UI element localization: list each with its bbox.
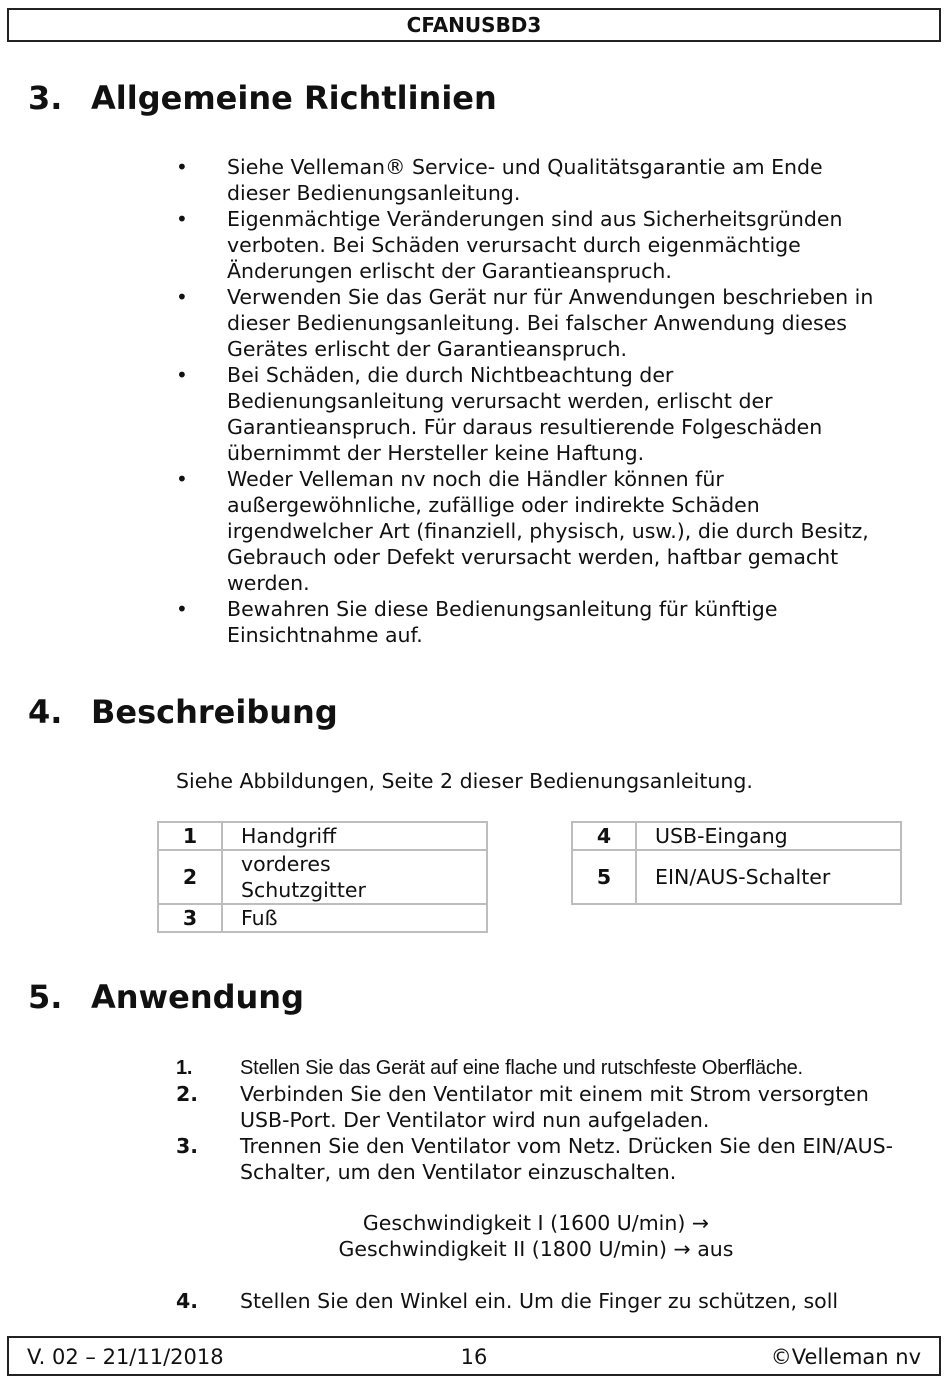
step-text: Stellen Sie das Gerät auf eine flache und rutschfeste Oberfläche.	[240, 1057, 803, 1079]
footer-version: V. 02 – 21/11/2018	[27, 1345, 224, 1369]
part-number: 5	[572, 850, 636, 904]
usage-steps-continued	[176, 1288, 936, 1314]
speed-sequence	[176, 1210, 896, 1262]
step-text: Trennen Sie den Ventilator vom Netz. Drücken Sie den EIN/AUS-Schalter, um den Ventilator einzuschalten.	[240, 1134, 894, 1184]
step-text: Stellen Sie den Winkel ein. Um die Finger zu schützen, soll	[240, 1289, 839, 1313]
speed-line-1: Geschwindigkeit I (1600 U/min) →	[362, 1211, 710, 1235]
table-row	[572, 822, 901, 850]
section-3-heading	[28, 78, 497, 118]
part-number: 3	[158, 904, 222, 932]
usage-step	[176, 1081, 896, 1133]
usage-step	[176, 1133, 896, 1185]
header-title: CFANUSBD3	[406, 13, 542, 37]
table-row	[572, 850, 901, 904]
part-number: 2	[158, 850, 222, 904]
table-row	[158, 904, 487, 932]
step-number: 3.	[176, 1134, 199, 1158]
part-label: Fuß	[222, 904, 487, 932]
step-number: 1.	[176, 1057, 193, 1079]
part-number: 4	[572, 822, 636, 850]
step-number: 4.	[176, 1289, 199, 1313]
section-3-number: 3.	[28, 79, 63, 117]
step-number: 2.	[176, 1082, 199, 1106]
description-intro: Siehe Abbildungen, Seite 2 dieser Bedienungsanleitung.	[176, 769, 753, 793]
page-footer	[7, 1336, 941, 1376]
guidelines-list	[170, 154, 890, 648]
section-4-title: Beschreibung	[91, 693, 338, 731]
usage-step	[176, 1055, 896, 1081]
section-5-number: 5.	[28, 978, 63, 1016]
parts-table-left	[157, 821, 488, 933]
table-row	[158, 850, 487, 904]
speed-line-2: Geschwindigkeit II (1800 U/min) → aus	[338, 1237, 734, 1261]
parts-table-right	[571, 821, 902, 905]
section-4-number: 4.	[28, 693, 63, 731]
guideline-item: • Eigenmächtige Veränderungen sind aus Sicherheitsgründen verboten. Bei Schäden verursacht durch eigenmächtige Änderungen erlischt der Garantieanspruch.	[170, 206, 890, 284]
part-label: Handgriff	[222, 822, 487, 850]
step-text: Verbinden Sie den Ventilator mit einem mit Strom versorgten USB-Port. Der Ventilator wird nun aufgeladen.	[240, 1082, 869, 1132]
section-3-title: Allgemeine Richtlinien	[91, 79, 497, 117]
guideline-item: • Siehe Velleman® Service- und Qualitätsgarantie am Ende dieser Bedienungsanleitung.	[170, 154, 890, 206]
section-4-heading	[28, 692, 338, 732]
section-5-heading	[28, 977, 304, 1017]
part-label: USB-Eingang	[636, 822, 901, 850]
page-header	[7, 8, 941, 42]
guideline-item: • Weder Velleman nv noch die Händler können für außergewöhnliche, zufällige oder indirekte Schäden irgendwelcher Art (finanziell, physisch, usw.), die durch Besitz, Gebrauch oder Defekt verursacht werden, haftbar gemacht werden.	[170, 466, 890, 596]
part-label: EIN/AUS-Schalter	[636, 850, 901, 904]
footer-page-number: 16	[460, 1345, 488, 1369]
section-5-title: Anwendung	[91, 978, 304, 1016]
usage-step	[176, 1288, 936, 1314]
footer-copyright: ©Velleman nv	[770, 1345, 921, 1369]
part-number: 1	[158, 822, 222, 850]
guideline-item: • Bei Schäden, die durch Nichtbeachtung der Bedienungsanleitung verursacht werden, erlischt der Garantieanspruch. Für daraus resultierende Folgeschäden übernimmt der Hersteller keine Haftung.	[170, 362, 890, 466]
guideline-item: • Bewahren Sie diese Bedienungsanleitung für künftige Einsichtnahme auf.	[170, 596, 890, 648]
table-row	[158, 822, 487, 850]
guideline-item: • Verwenden Sie das Gerät nur für Anwendungen beschrieben in dieser Bedienungsanleitung. Bei falscher Anwendung dieses Gerätes erlischt der Garantieanspruch.	[170, 284, 890, 362]
usage-steps-list	[176, 1055, 896, 1185]
part-label: vorderes Schutzgitter	[222, 850, 487, 904]
